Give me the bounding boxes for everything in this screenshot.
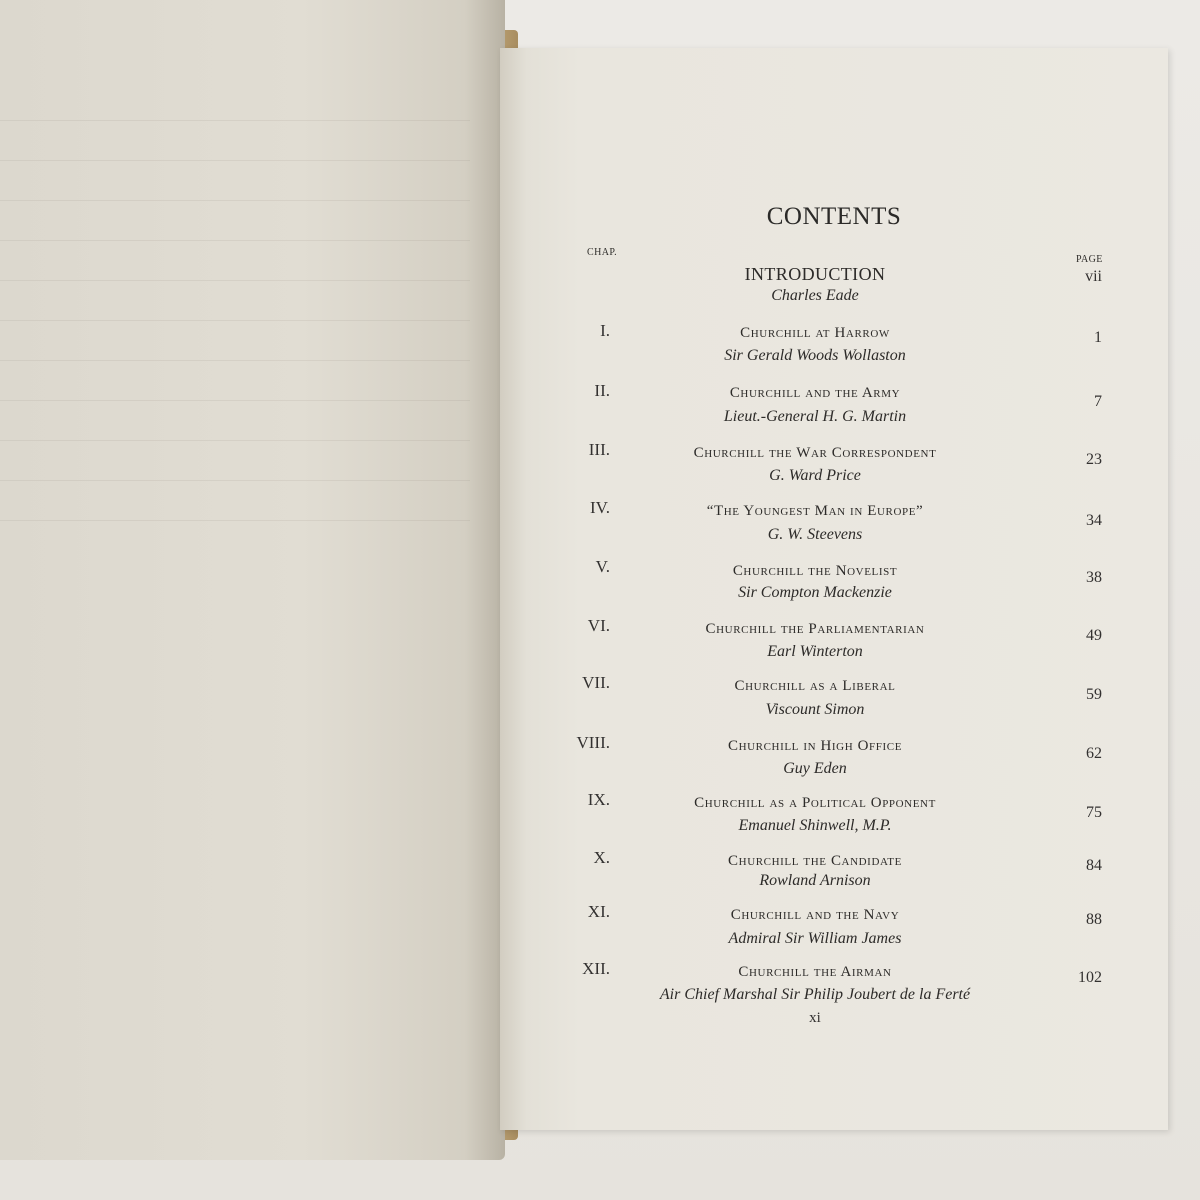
chap-header: CHAP. bbox=[587, 247, 618, 258]
entry-number: I. bbox=[600, 321, 610, 340]
entry-number: VI. bbox=[587, 616, 610, 635]
entry-page: 62 bbox=[1086, 745, 1102, 762]
contents-title: CONTENTS bbox=[766, 203, 902, 230]
entry-title: Churchill as a Political Opponent bbox=[694, 795, 936, 811]
entry-title: Churchill the Parliamentarian bbox=[705, 621, 925, 637]
entry-number: III. bbox=[588, 440, 610, 459]
entry-page: 7 bbox=[1094, 393, 1102, 410]
entry-page: 49 bbox=[1086, 627, 1102, 644]
entry-page: 84 bbox=[1086, 857, 1102, 874]
entry-title: Churchill and the Army bbox=[729, 385, 901, 401]
entry-title: Churchill as a Liberal bbox=[734, 678, 896, 694]
entry-author: Earl Winterton bbox=[767, 643, 863, 660]
entry-title: Churchill at Harrow bbox=[740, 325, 890, 341]
entry-page: 102 bbox=[1078, 969, 1102, 986]
entry-page: 38 bbox=[1086, 569, 1102, 586]
entry-author: Rowland Arnison bbox=[759, 872, 871, 889]
entry-number: V. bbox=[595, 557, 610, 576]
entry-author: Sir Gerald Woods Wollaston bbox=[724, 347, 906, 364]
entry-author: Charles Eade bbox=[771, 287, 859, 304]
entry-author: G. Ward Price bbox=[769, 467, 861, 484]
entry-author: Viscount Simon bbox=[765, 701, 865, 718]
entry-title: Churchill the War Correspondent bbox=[693, 445, 937, 461]
entry-page: 1 bbox=[1094, 329, 1102, 346]
entry-page: 75 bbox=[1086, 804, 1102, 821]
entry-title: INTRODUCTION bbox=[744, 264, 886, 284]
left-page bbox=[0, 0, 505, 1160]
entry-title: Churchill the Candidate bbox=[728, 853, 902, 869]
entry-title: Churchill the Airman bbox=[738, 964, 892, 980]
page-header: PAGE bbox=[1076, 254, 1103, 265]
entry-title: Churchill the Novelist bbox=[732, 563, 898, 579]
entry-author: Guy Eden bbox=[783, 760, 847, 777]
entry-title: Churchill in High Office bbox=[727, 738, 903, 754]
entry-author: Emanuel Shinwell, M.P. bbox=[738, 817, 892, 834]
entry-number: IX. bbox=[587, 790, 610, 809]
entry-page: vii bbox=[1085, 268, 1102, 285]
entry-author: Sir Compton Mackenzie bbox=[738, 584, 892, 601]
entry-page: 88 bbox=[1086, 911, 1102, 928]
entry-page: 59 bbox=[1086, 686, 1102, 703]
entry-title: Churchill and the Navy bbox=[730, 907, 900, 923]
entry-author: Lieut.-General H. G. Martin bbox=[723, 408, 907, 425]
entry-page: 34 bbox=[1086, 512, 1102, 529]
entry-author: Admiral Sir William James bbox=[728, 930, 902, 947]
entry-number: II. bbox=[594, 381, 610, 400]
entry-number: XII. bbox=[582, 959, 610, 978]
entry-author: G. W. Steevens bbox=[767, 526, 863, 543]
entry-number: IV. bbox=[590, 498, 610, 517]
entry-author: Air Chief Marshal Sir Philip Joubert de la Ferté bbox=[659, 986, 971, 1003]
entry-number: X. bbox=[593, 848, 610, 867]
entry-number: VII. bbox=[582, 673, 610, 692]
entry-number: XI. bbox=[587, 902, 610, 921]
entry-title: “The Youngest Man in Europe” bbox=[706, 503, 924, 519]
entry-number: VIII. bbox=[576, 733, 610, 752]
page-folio: xi bbox=[809, 1010, 821, 1026]
entry-page: 23 bbox=[1086, 451, 1102, 468]
